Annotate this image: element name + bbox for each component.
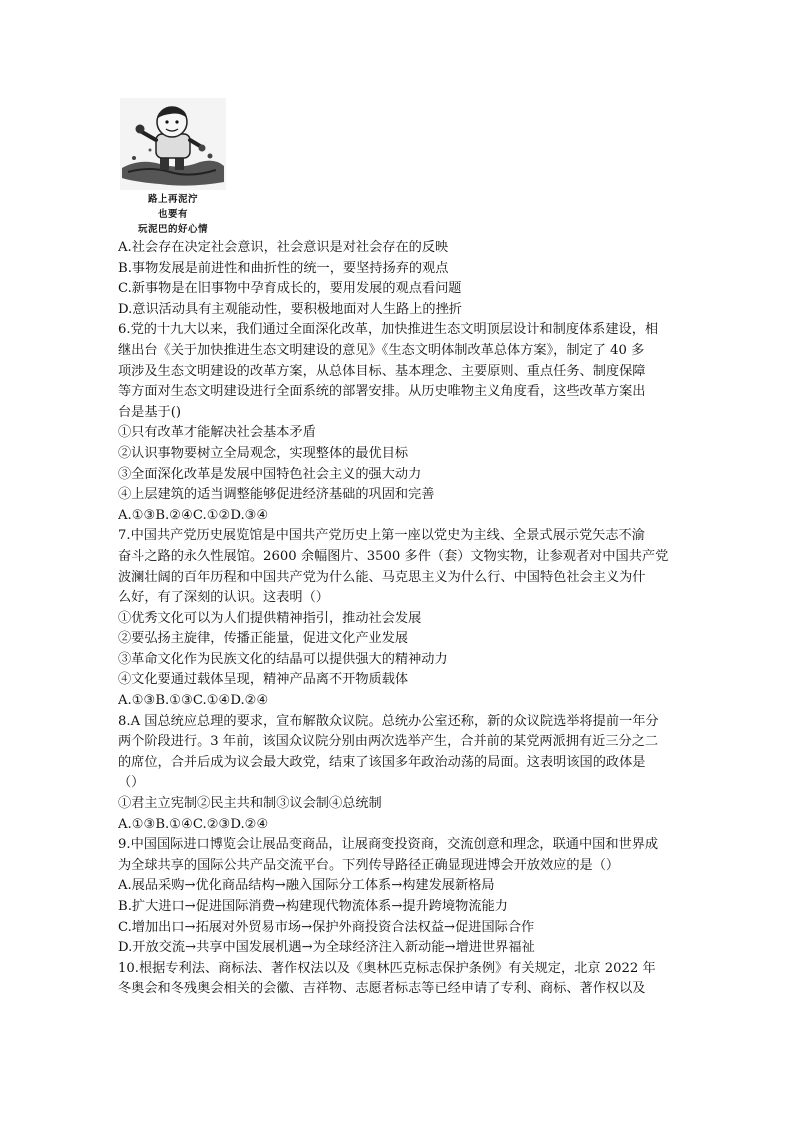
q9-option-d: D.开放交流→共享中国发展机遇→为全球经济注入新动能→增进世界福祉 [118,940,535,956]
q5-option-c: C.新事物是在旧事物中孕育成长的，要用发展的观点看问题 [118,281,462,297]
q7-item-3: ③革命文化作为民族文化的结晶可以提供强大的精神动力 [118,651,448,667]
q8-stem-line: 8.A 国总统应总理的要求，宣布解散众议院。总统办公室还称，新的众议院选举将提前一年分 [118,713,659,729]
q5-option-d: D.意识活动具有主观能动性，要积极地面对人生路上的挫折 [118,301,462,317]
q8-stem-line: （） [118,775,145,791]
q7-item-2: ②要弘扬主旋律，传播正能量，促进文化产业发展 [118,631,409,647]
q5-option-a: A.社会存在决定社会意识，社会意识是对社会存在的反映 [118,240,449,255]
q6-stem-line: 台是基于() [118,404,182,420]
q10-stem-line: 冬奥会和冬残奥会相关的会徽、吉祥物、志愿者标志等已经申请了专利、商标、著作权以及 [118,981,646,997]
q6-item-2: ②认识事物要树立全局观念，实现整体的最优目标 [118,445,409,461]
figure-caption-line-1: 路上再泥泞 [147,194,198,205]
q7-choices: A.①③B.①③C.①④D.②④ [118,693,269,709]
q7-stem-line: 波澜壮阔的百年历程和中国共产党为什么能、马克思主义为什么行、中国特色社会主义为什 [118,569,646,585]
q6-choices: A.①③B.②④C.①②D.③④ [118,507,269,523]
question-7 [118,526,678,711]
q9-option-b: B.扩大进口→促进国际消费→构建现代物流体系→提升跨境物流能力 [118,899,508,914]
question-10 [118,959,678,1000]
q9-stem-line: 为全球共享的国际公共产品交流平台。下列传导路径正确显现进博会开放效应的是（） [118,857,620,873]
question-6 [118,320,678,526]
figure-caption-line-3: 玩泥巴的好心情 [137,224,208,235]
q6-stem-line: 6.党的十九大以来，我们通过全面深化改革，加快推进生态文明顶层设计和制度体系建设，相 [118,322,659,338]
q7-item-1: ①优秀文化可以为人们提供精神指引，推动社会发展 [118,610,422,626]
exam-page [118,98,678,1000]
q6-stem-line: 等方面对生态文明建设进行全面系统的部署安排。从历史唯物主义角度看，这些改革方案出 [118,384,646,400]
question-9 [118,835,678,959]
q9-stem-line: 9.中国国际进口博览会让展品变商品，让展商变投资商，交流创意和理念，联通中国和世界成 [118,837,659,853]
q7-stem-line: 7.中国共产党历史展览馆是中国共产党历史上第一座以党史为主线、全景式展示党矢志不渝 [118,528,645,544]
question-5-options [118,238,678,320]
q5-option-b: B.事物发展是前进性和曲折性的统一，要坚持扬弃的观点 [118,260,449,276]
q9-option-a: A.展品采购→优化商品结构→融入国际分工体系→构建发展新格局 [118,878,495,894]
q6-item-3: ③全面深化改革是发展中国特色社会主义的强大动力 [118,466,422,482]
q7-stem-line: 么好，有了深刻的认识。这表明（） [118,590,329,606]
q9-option-c: C.增加出口→拓展对外贸易市场→保护外商投资合法权益→促进国际合作 [118,919,535,935]
figure-caption-line-2: 也要有 [157,209,188,220]
cartoon-illustration [120,98,226,190]
q7-item-4: ④文化要通过载体呈现，精神产品离不开物质载体 [118,672,409,688]
q8-stem-line: 两个阶段进行。3 年前，该国众议院分别由两次选举产生，合并前的某党两派拥有近三分之二 [118,734,659,750]
q10-stem-line: 10.根据专利法、商标法、著作权法以及《奥林匹克标志保护条例》有关规定，北京 2022 年 [118,960,656,976]
q6-item-1: ①只有改革才能解决社会基本矛盾 [118,425,316,441]
question-8 [118,712,678,836]
q6-stem-line: 项涉及生态文明建设的改革方案，从总体目标、基本理念、主要原则、重点任务、制度保障 [118,363,646,379]
q6-item-4: ④上层建筑的适当调整能够促进经济基础的巩固和完善 [118,487,435,503]
q8-items: ①君主立宪制②民主共和制③议会制④总统制 [118,796,382,812]
q6-stem-line: 继出台《关于加快推进生态文明建设的意见》《生态文明体制改革总体方案》，制定了 40 多 [118,342,645,358]
cartoon-figure [120,98,226,238]
q8-choices: A.①③B.①④C.②③D.②④ [118,816,269,832]
q8-stem-line: 的席位，合并后成为议会最大政党，结束了该国多年政治动荡的局面。这表明该国的政体是 [118,754,646,770]
q7-stem-line: 奋斗之路的永久性展馆。2600 余幅图片、3500 多件（套）文物实物，让参观者对中国共产党 [118,548,669,564]
